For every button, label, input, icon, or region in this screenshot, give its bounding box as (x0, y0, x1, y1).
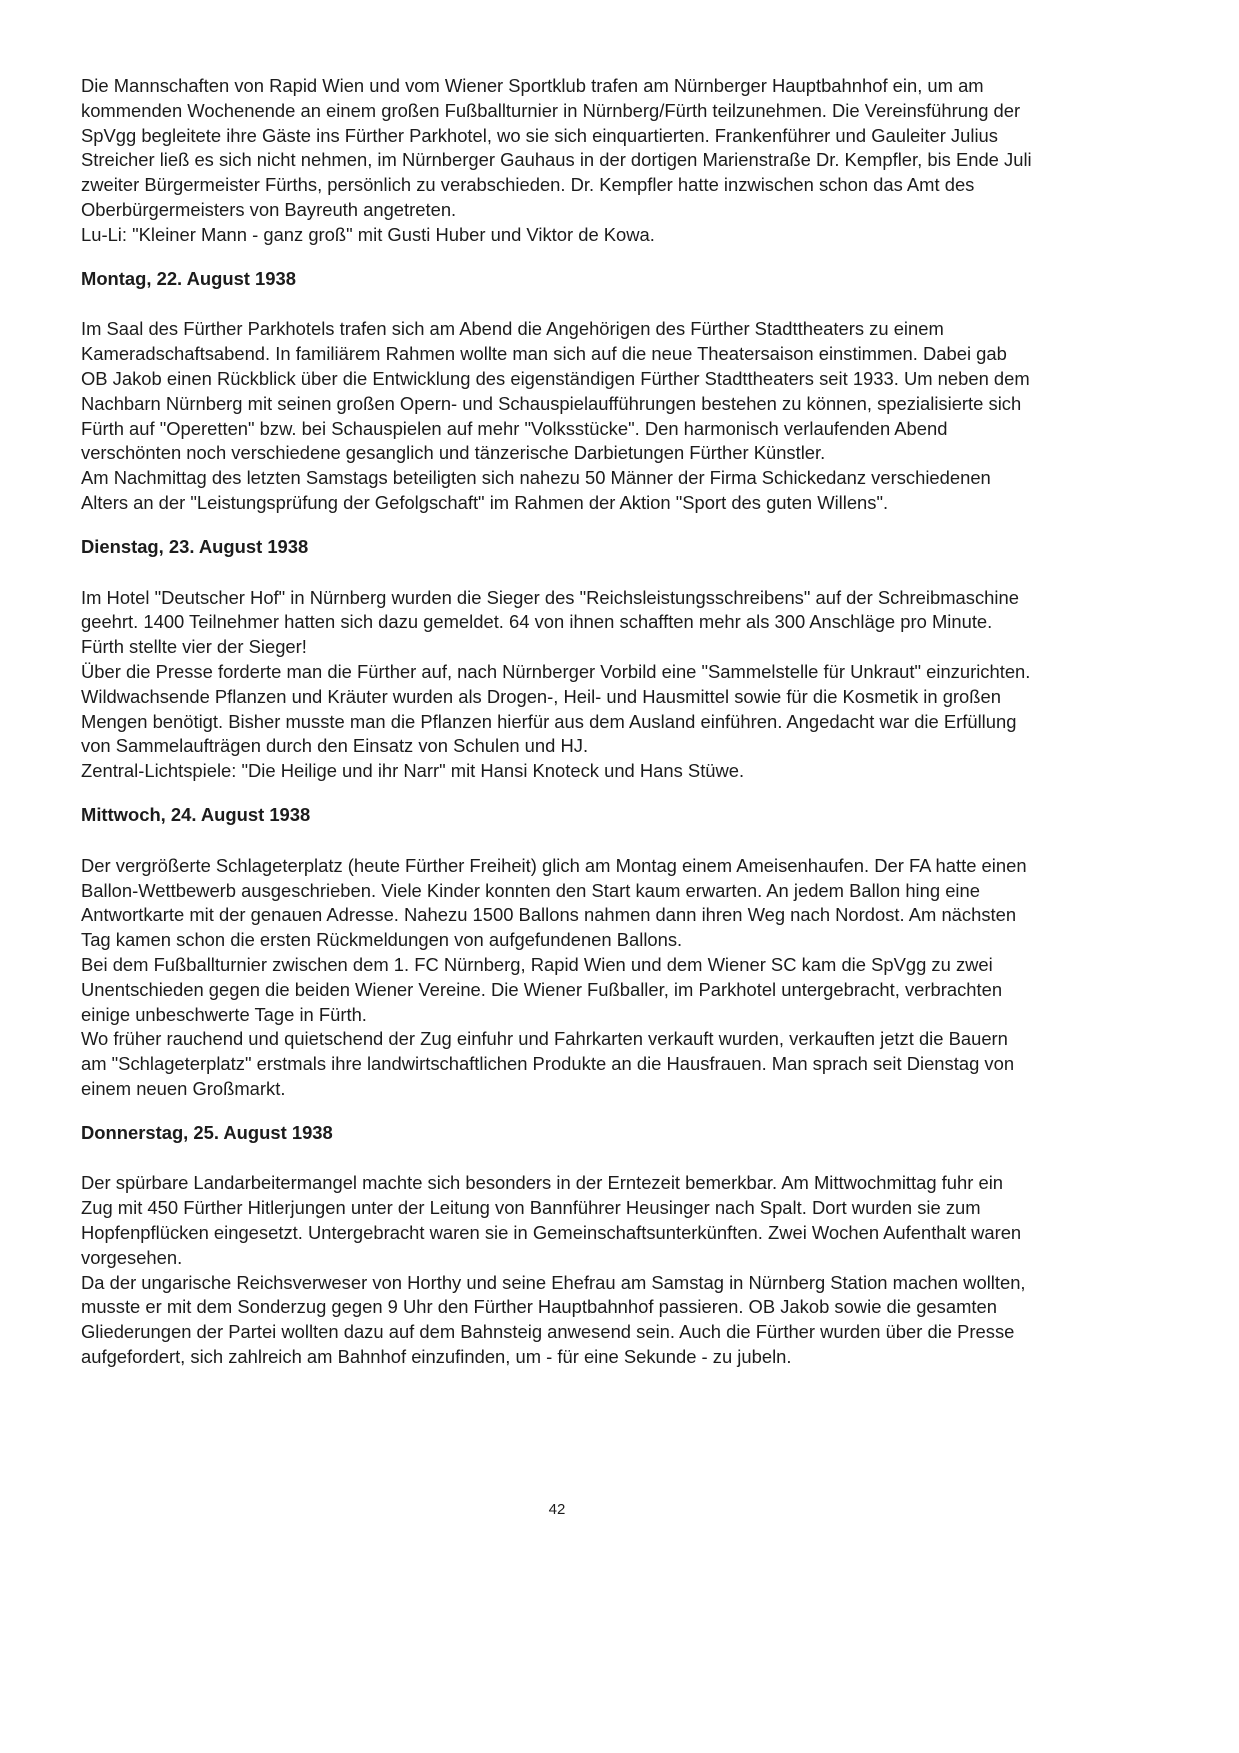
page-number: 42 (548, 1501, 566, 1518)
paragraph-grossmarkt-schlageterplatz: Wo früher rauchend und quietschend der Zug einfuhr und Fahrkarten verkauft wurden, verkauften jetzt die Bauern am "Schlageterplatz" erstmals ihre landwirtschaftlichen Produkte an die Hausfrauen. Man sprach seit Dienstag von einem neuen Großmarkt. (81, 1028, 1015, 1099)
paragraph-landarbeitermangel-hopfenpfluecken: Der spürbare Landarbeitermangel machte sich besonders in der Erntezeit bemerkbar. Am Mittwochmittag fuhr ein Zug mit 450 Fürther Hitlerjungen unter der Leitung von Bannführer Heusinger nach Spalt. Dort wurden sie zum Hopfenpflücken eingesetzt. Untergebracht waren sie in Gemeinschaftsunterkünften. Zwei Wochen Aufenthalt waren vorgesehen. (81, 1172, 1022, 1268)
heading-dienstag-23-august-1938: Dienstag, 23. August 1938 (81, 535, 309, 557)
paragraph-horthy-sonderzug: Da der ungarische Reichsverweser von Horthy und seine Ehefrau am Samstag in Nürnberg Station machen wollten, musste er mit dem Sonderzug gegen 9 Uhr den Fürther Hauptbahnhof passieren. OB Jakob sowie die gesamten Gliederungen der Partei wollten dazu auf dem Bahnsteig anwesend sein. Auch die Fürther wurden über die Presse aufgefordert, sich zahlreich am Bahnhof einzufinden, um - für eine Sekunde - zu jubeln. (81, 1271, 1026, 1368)
paragraph-intro-football-teams: Die Mannschaften von Rapid Wien und vom Wiener Sportklub trafen am Nürnberger Hauptbahnhof ein, um am kommenden Wochenende an einem großen Fußballturnier in Nürnberg/Fürth teilzunehmen. Die Vereinsführung der SpVgg begleitete ihre Gäste ins Fürther Parkhotel, wo sie sich einquartierten. Frankenführer und Gauleiter Julius Streicher ließ es sich nicht nehmen, im Nürnberger Gauhaus in der dortigen Marienstraße Dr. Kempfler, bis Ende Juli zweiter Bürgermeister Fürths, persönlich zu verabschieden. Dr. Kempfler hatte inzwischen schon das Amt des Oberbürgermeisters von Bayreuth angetreten. (81, 75, 1032, 220)
paragraph-cinema-luli: Lu-Li: "Kleiner Mann - ganz groß" mit Gusti Huber und Viktor de Kowa. (81, 223, 655, 245)
heading-donnerstag-25-august-1938: Donnerstag, 25. August 1938 (81, 1121, 333, 1143)
heading-mittwoch-24-august-1938: Mittwoch, 24. August 1938 (81, 803, 311, 825)
paragraph-sammelstelle-unkraut: Über die Presse forderte man die Fürther auf, nach Nürnberger Vorbild eine "Sammelstelle für Unkraut" einzurichten. Wildwachsende Pflanzen und Kräuter wurden als Drogen-, Heil- und Hausmittel sowie für die Kosmetik in großen Mengen benötigt. Bisher musste man die Pflanzen hierfür aus dem Ausland einführen. Angedacht war die Erfüllung von Sammelaufträgen durch den Einsatz von Schulen und HJ. (81, 660, 1031, 757)
paragraph-ballon-wettbewerb: Der vergrößerte Schlageterplatz (heute Fürther Freiheit) glich am Montag einem Ameisenhaufen. Der FA hatte einen Ballon-Wettbewerb ausgeschrieben. Viele Kinder konnten den Start kaum erwarten. An jedem Ballon hing eine Antwortkarte mit der genauen Adresse. Nahezu 1500 Ballons nahmen dann ihren Weg nach Nordost. Am nächsten Tag kamen schon die ersten Rückmeldungen von aufgefundenen Ballons. (81, 854, 1027, 951)
page-body (81, 74, 1033, 1370)
paragraph-fussballturnier-ergebnisse: Bei dem Fußballturnier zwischen dem 1. FC Nürnberg, Rapid Wien und dem Wiener SC kam die SpVgg zu zwei Unentschieden gegen die beiden Wiener Vereine. Die Wiener Fußballer, im Parkhotel untergebracht, verbrachten einige unbeschwerte Tage in Fürth. (81, 953, 1003, 1025)
paragraph-schickedanz-leistungspruefung: Am Nachmittag des letzten Samstags beteiligten sich nahezu 50 Männer der Firma Schickedanz verschiedenen Alters an der "Leistungsprüfung der Gefolgschaft" im Rahmen der Aktion "Sport des guten Willens". (81, 467, 991, 513)
paragraph-cinema-zentral-lichtspiele: Zentral-Lichtspiele: "Die Heilige und ihr Narr" mit Hansi Knoteck und Hans Stüwe. (81, 760, 745, 782)
heading-montag-22-august-1938: Montag, 22. August 1938 (81, 267, 296, 289)
paragraph-reichsleistungsschreiben: Im Hotel "Deutscher Hof" in Nürnberg wurden die Sieger des "Reichsleistungsschreibens" auf der Schreibmaschine geehrt. 1400 Teilnehmer hatten sich dazu gemeldet. 64 von ihnen schafften mehr als 300 Anschläge pro Minute. Fürth stellte vier der Sieger! (81, 586, 1019, 658)
paragraph-stadttheater-kameradschaftsabend: Im Saal des Fürther Parkhotels trafen sich am Abend die Angehörigen des Fürther Stadttheaters zu einem Kameradschaftsabend. In familiärem Rahmen wollte man sich auf die neue Theatersaison einstimmen. Dabei gab OB Jakob einen Rückblick über die Entwicklung des eigenständigen Fürther Stadttheaters seit 1933. Um neben dem Nachbarn Nürnberg mit seinen großen Opern- und Schauspielaufführungen bestehen zu können, spezialisierte sich Fürth auf "Operetten" bzw. bei Schauspielen auf mehr "Volksstücke". Den harmonisch verlaufenden Abend verschönten noch verschiedene gesanglich und tänzerische Darbietungen Fürther Künstler. (81, 318, 1030, 464)
